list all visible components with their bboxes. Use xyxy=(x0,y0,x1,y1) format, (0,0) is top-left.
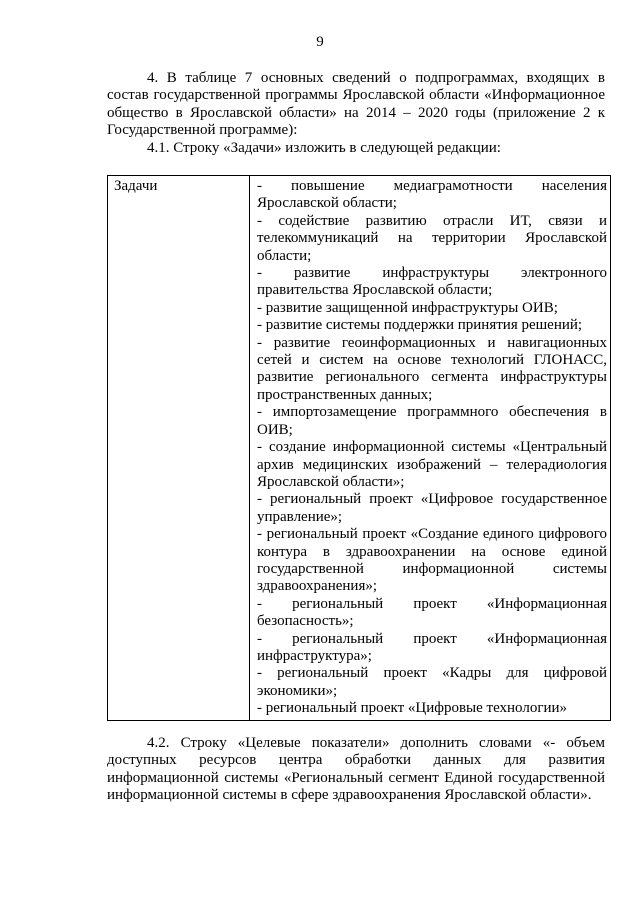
row-label: Задачи xyxy=(114,178,158,194)
list-item: - региональный проект «Информационная инфраструктура»; xyxy=(257,630,607,664)
list-item: - развитие защищенной инфраструктуры ОИВ; xyxy=(257,299,558,316)
list-item: - региональный проект «Информационная безопасность»; xyxy=(257,595,607,630)
page-number: 9 xyxy=(316,34,324,50)
paragraph-4-1: 4.1. Строку «Задачи» изложить в следующей редакции: xyxy=(147,140,501,156)
paragraph-4-2: 4.2. Строку «Целевые показатели» дополнить словами «- объем доступных ресурсов центра обработки данных для развития информационной системы «Региональный сегмент Единой государственной информационной системы в сфере здравоохранения Ярославской области». xyxy=(107,735,605,804)
list-item: - создание информационной системы «Центральный архив медицинских изображений – телерадиология Ярославской области»; xyxy=(257,439,607,490)
paragraph-4: 4. В таблице 7 основных сведений о подпрограммах, входящих в состав государственной программы Ярославской области «Информационное общество в Ярославской области» на 2014 – 2020 годы (приложение 2 к Государственной программе): xyxy=(107,70,605,139)
list-item: - региональный проект «Создание единого цифрового контура в здравоохранении на основе единой государственной информационной системы здравоохранения»; xyxy=(257,526,607,595)
tasks-list-cell xyxy=(250,176,611,721)
row-label-cell xyxy=(108,176,250,721)
list-item: - содействие развитию отрасли ИТ, связи и телекоммуникаций на территории Ярославской области; xyxy=(257,212,607,264)
list-item: - региональный проект «Кадры для цифровой экономики»; xyxy=(257,665,607,699)
tasks-table xyxy=(107,175,611,721)
list-item: - региональный проект «Цифровое государственное управление»; xyxy=(257,491,607,525)
table-row xyxy=(108,176,611,721)
list-item: - развитие системы поддержки принятия решений; xyxy=(257,317,583,334)
list-item: - развитие геоинформационных и навигационных сетей и систем на основе технологий ГЛОНАСС, развитие регионального сегмента инфраструктуры пространственных данных; xyxy=(257,334,607,403)
list-item: - развитие инфраструктуры электронного правительства Ярославской области; xyxy=(257,265,607,299)
list-item: - импортозамещение программного обеспечения в ОИВ; xyxy=(257,404,607,438)
list-item: - повышение медиаграмотности населения Ярославской области; xyxy=(257,178,607,212)
list-item: - региональный проект «Цифровые технологии» xyxy=(257,700,568,717)
